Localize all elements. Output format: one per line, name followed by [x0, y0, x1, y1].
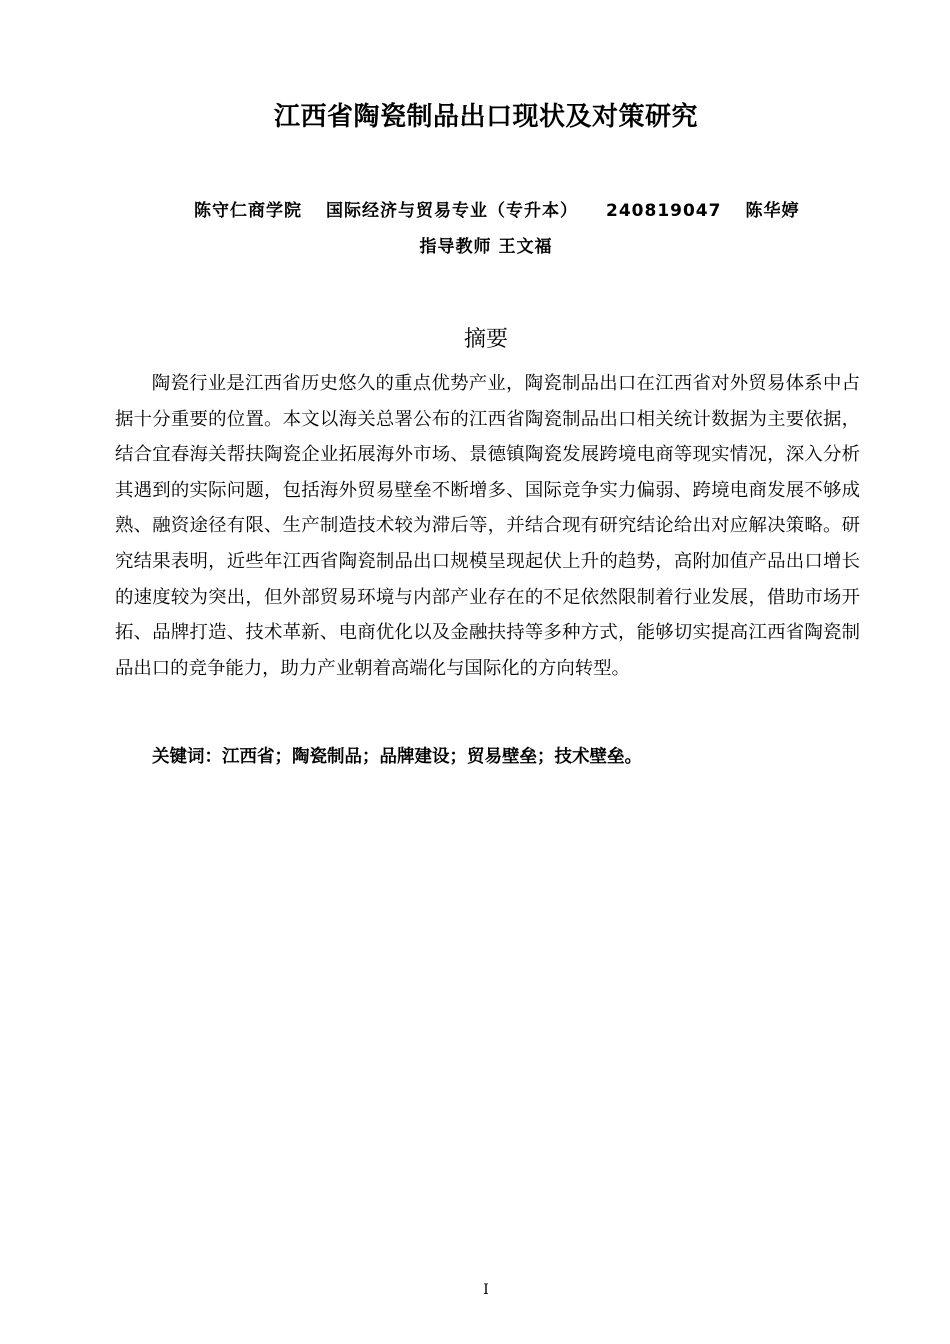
paper-title: 江西省陶瓷制品出口现状及对策研究 — [273, 102, 698, 132]
page-number: I — [483, 1282, 489, 1298]
author-info — [194, 199, 894, 223]
major-name: 国际经济与贸易专业（专升本） — [326, 201, 578, 221]
college-name: 陈守仁商学院 — [194, 201, 302, 221]
abstract-heading: 摘要 — [463, 327, 508, 352]
student-name: 陈华婷 — [745, 201, 800, 221]
advisor-info: 指导教师 王文福 — [419, 237, 553, 257]
keywords-line: 关键词：江西省；陶瓷制品；品牌建设；贸易壁垒；技术壁垒。 — [152, 747, 642, 767]
student-id: 240819047 — [606, 201, 722, 221]
abstract-body: 陶瓷行业是江西省历史悠久的重点优势产业，陶瓷制品出口在江西省对外贸易体系中占据十分重要的位置。本文以海关总署公布的江西省陶瓷制品出口相关统计数据为主要依据，结合宜春海关帮扶陶瓷企业拓展海外市场、景德镇陶瓷发展跨境电商等现实情况，深入分析其遇到的实际问题，包括海外贸易壁垒不断增多、国际竞争实力偏弱、跨境电商发展不够成熟、融资途径有限、生产制造技术较为滞后等，并结合现有研究结论给出对应解决策略。研究结果表明，近些年江西省陶瓷制品出口规模呈现起伏上升的趋势，高附加值产品出口增长的速度较为突出，但外部贸易环境与内部产业存在的不足依然限制着行业发展，借助市场开拓、品牌打造、技术革新、电商优化以及金融扶持等多种方式，能够切实提高江西省陶瓷制品出口的竞争能力，助力产业朝着高端化与国际化的方向转型。 — [115, 373, 860, 679]
